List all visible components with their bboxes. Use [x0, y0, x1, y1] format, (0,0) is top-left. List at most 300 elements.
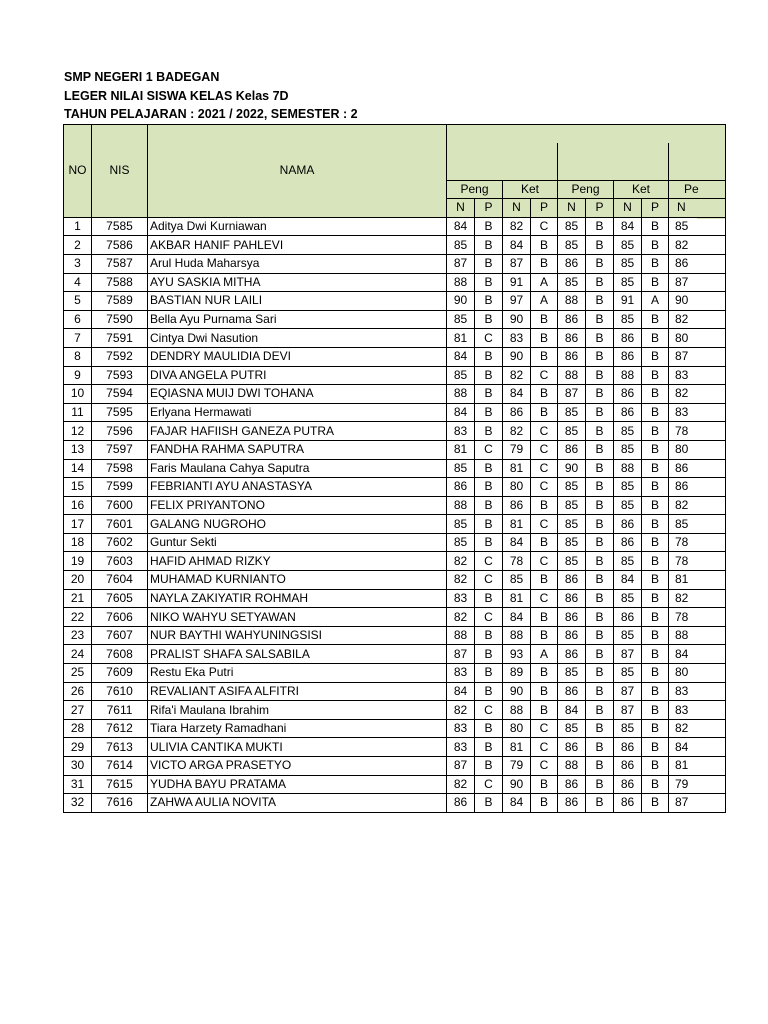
table-row: [64, 701, 726, 720]
cell-nis: 7603: [92, 552, 148, 571]
cell-p: B: [586, 719, 614, 738]
table-row: [64, 329, 726, 348]
cell-n: 85: [614, 496, 642, 515]
cell-n: 85: [614, 589, 642, 608]
cell-n: 87: [669, 347, 726, 366]
cell-no: 17: [64, 515, 92, 534]
cell-n: 83: [669, 701, 726, 720]
cell-p: C: [475, 440, 503, 459]
cell-n: 84: [503, 533, 531, 552]
cell-p: B: [531, 533, 558, 552]
cell-no: 11: [64, 403, 92, 422]
cell-n: 86: [558, 645, 586, 664]
cell-name: Faris Maulana Cahya Saputra: [148, 459, 447, 478]
cell-n: 88: [447, 496, 475, 515]
cell-p: B: [531, 329, 558, 348]
table-row: [64, 403, 726, 422]
cell-no: 13: [64, 440, 92, 459]
cell-n: 84: [447, 682, 475, 701]
cell-n: 80: [669, 440, 726, 459]
cell-name: PRALIST SHAFA SALSABILA: [148, 645, 447, 664]
cell-name: FAJAR HAFIISH GANEZA PUTRA: [148, 422, 447, 441]
cell-p: B: [531, 571, 558, 590]
cell-p: B: [586, 347, 614, 366]
cell-n: 86: [614, 515, 642, 534]
cell-p: B: [475, 347, 503, 366]
cell-p: B: [642, 422, 669, 441]
cell-p: B: [642, 645, 669, 664]
table-row: [64, 310, 726, 329]
cell-n: 86: [558, 310, 586, 329]
table-row: [64, 254, 726, 273]
group-header-ket-1: Ket: [503, 180, 558, 199]
group-header-ket-2: Ket: [614, 180, 669, 199]
table-row: [64, 738, 726, 757]
cell-no: 28: [64, 719, 92, 738]
cell-nis: 7588: [92, 273, 148, 292]
cell-p: B: [642, 403, 669, 422]
cell-n: 86: [503, 403, 531, 422]
cell-p: B: [475, 664, 503, 683]
cell-name: ZAHWA AULIA NOVITA: [148, 794, 447, 813]
cell-p: B: [531, 496, 558, 515]
cell-nis: 7594: [92, 385, 148, 404]
cell-name: Restu Eka Putri: [148, 664, 447, 683]
subject-header-3: [669, 143, 726, 181]
cell-name: AYU SASKIA MITHA: [148, 273, 447, 292]
cell-name: REVALIANT ASIFA ALFITRI: [148, 682, 447, 701]
cell-p: B: [475, 738, 503, 757]
cell-p: B: [586, 310, 614, 329]
cell-name: DENDRY MAULIDIA DEVI: [148, 347, 447, 366]
cell-p: B: [586, 533, 614, 552]
cell-p: B: [642, 738, 669, 757]
cell-p: B: [642, 366, 669, 385]
cell-p: B: [642, 478, 669, 497]
cell-n: 87: [669, 273, 726, 292]
cell-n: 83: [669, 366, 726, 385]
cell-n: 82: [669, 385, 726, 404]
cell-n: 81: [669, 757, 726, 776]
cell-name: BASTIAN NUR LAILI: [148, 292, 447, 311]
cell-n: 85: [558, 403, 586, 422]
cell-n: 81: [503, 589, 531, 608]
table-row: [64, 608, 726, 627]
cell-p: B: [475, 385, 503, 404]
cell-name: Tiara Harzety Ramadhani: [148, 719, 447, 738]
cell-p: B: [475, 682, 503, 701]
school-name: SMP NEGERI 1 BADEGAN: [64, 70, 220, 84]
table-row: [64, 775, 726, 794]
cell-no: 29: [64, 738, 92, 757]
cell-n: 90: [503, 775, 531, 794]
cell-n: 88: [558, 366, 586, 385]
cell-p: C: [531, 422, 558, 441]
cell-p: B: [642, 329, 669, 348]
cell-p: B: [586, 589, 614, 608]
cell-name: AKBAR HANIF PAHLEVI: [148, 236, 447, 255]
cell-p: B: [586, 478, 614, 497]
cell-name: EQIASNA MUIJ DWI TOHANA: [148, 385, 447, 404]
cell-n: 86: [614, 347, 642, 366]
table-row: [64, 533, 726, 552]
table-header: [64, 125, 726, 218]
cell-nis: 7612: [92, 719, 148, 738]
cell-n: 86: [558, 794, 586, 813]
sub-header-n: N: [558, 199, 586, 218]
cell-p: B: [475, 292, 503, 311]
cell-name: HAFID AHMAD RIZKY: [148, 552, 447, 571]
cell-p: B: [586, 459, 614, 478]
cell-p: B: [642, 254, 669, 273]
cell-n: 85: [614, 254, 642, 273]
cell-n: 85: [558, 236, 586, 255]
cell-n: 84: [614, 217, 642, 236]
cell-n: 85: [614, 552, 642, 571]
cell-p: A: [642, 292, 669, 311]
cell-name: NIKO WAHYU SETYAWAN: [148, 608, 447, 627]
cell-name: Guntur Sekti: [148, 533, 447, 552]
cell-n: 85: [447, 515, 475, 534]
cell-n: 88: [503, 626, 531, 645]
cell-n: 91: [503, 273, 531, 292]
cell-nis: 7590: [92, 310, 148, 329]
table-row: [64, 292, 726, 311]
cell-p: C: [531, 738, 558, 757]
cell-n: 97: [503, 292, 531, 311]
cell-n: 85: [558, 552, 586, 571]
cell-n: 85: [558, 515, 586, 534]
table-row: [64, 719, 726, 738]
cell-n: 82: [669, 589, 726, 608]
col-header-nis: NIS: [92, 125, 148, 218]
cell-no: 7: [64, 329, 92, 348]
cell-p: B: [642, 217, 669, 236]
cell-p: C: [531, 478, 558, 497]
cell-no: 10: [64, 385, 92, 404]
cell-n: 86: [614, 329, 642, 348]
cell-nis: 7611: [92, 701, 148, 720]
sub-header-p: P: [475, 199, 503, 218]
cell-n: 91: [614, 292, 642, 311]
cell-n: 79: [669, 775, 726, 794]
sub-header-n: N: [447, 199, 475, 218]
cell-n: 83: [503, 329, 531, 348]
table-row: [64, 273, 726, 292]
cell-p: B: [531, 775, 558, 794]
cell-no: 12: [64, 422, 92, 441]
cell-n: 87: [447, 254, 475, 273]
cell-p: B: [475, 478, 503, 497]
cell-n: 80: [503, 719, 531, 738]
cell-n: 85: [614, 422, 642, 441]
cell-n: 85: [447, 459, 475, 478]
cell-n: 90: [558, 459, 586, 478]
cell-nis: 7593: [92, 366, 148, 385]
subject-group-header: [447, 125, 726, 143]
cell-nis: 7586: [92, 236, 148, 255]
cell-p: B: [586, 552, 614, 571]
cell-n: 90: [669, 292, 726, 311]
cell-n: 82: [669, 719, 726, 738]
cell-n: 86: [614, 794, 642, 813]
cell-no: 9: [64, 366, 92, 385]
cell-nis: 7607: [92, 626, 148, 645]
cell-p: B: [642, 347, 669, 366]
cell-n: 81: [503, 459, 531, 478]
cell-nis: 7609: [92, 664, 148, 683]
cell-n: 78: [669, 608, 726, 627]
cell-n: 81: [447, 440, 475, 459]
cell-p: B: [475, 794, 503, 813]
cell-p: B: [531, 664, 558, 683]
cell-n: 86: [558, 626, 586, 645]
cell-n: 86: [558, 571, 586, 590]
cell-n: 80: [503, 478, 531, 497]
cell-no: 21: [64, 589, 92, 608]
cell-p: B: [642, 273, 669, 292]
cell-n: 90: [503, 347, 531, 366]
cell-p: B: [531, 701, 558, 720]
cell-nis: 7600: [92, 496, 148, 515]
table-row: [64, 236, 726, 255]
cell-n: 88: [558, 292, 586, 311]
cell-p: B: [642, 236, 669, 255]
cell-p: B: [586, 515, 614, 534]
table-row: [64, 496, 726, 515]
cell-name: FEBRIANTI AYU ANASTASYA: [148, 478, 447, 497]
sub-header-p: P: [531, 199, 558, 218]
cell-nis: 7592: [92, 347, 148, 366]
sub-header-n: N: [614, 199, 642, 218]
cell-no: 6: [64, 310, 92, 329]
cell-n: 86: [558, 254, 586, 273]
cell-nis: 7601: [92, 515, 148, 534]
cell-n: 87: [614, 682, 642, 701]
table-row: [64, 589, 726, 608]
cell-n: 85: [447, 236, 475, 255]
cell-name: NUR BAYTHI WAHYUNINGSISI: [148, 626, 447, 645]
cell-n: 86: [614, 403, 642, 422]
cell-name: Erlyana Hermawati: [148, 403, 447, 422]
cell-no: 20: [64, 571, 92, 590]
cell-p: B: [475, 254, 503, 273]
cell-n: 83: [669, 403, 726, 422]
cell-p: B: [586, 236, 614, 255]
cell-p: B: [642, 440, 669, 459]
cell-n: 85: [558, 273, 586, 292]
grade-sheet: [63, 124, 697, 816]
document-header: [64, 68, 358, 124]
cell-p: B: [475, 626, 503, 645]
cell-n: 79: [503, 757, 531, 776]
cell-p: B: [642, 664, 669, 683]
cell-nis: 7616: [92, 794, 148, 813]
cell-n: 86: [558, 608, 586, 627]
cell-n: 87: [447, 757, 475, 776]
cell-p: B: [642, 385, 669, 404]
cell-n: 86: [558, 347, 586, 366]
table-row: [64, 422, 726, 441]
cell-n: 81: [503, 738, 531, 757]
cell-n: 85: [447, 533, 475, 552]
cell-p: C: [531, 757, 558, 776]
cell-no: 32: [64, 794, 92, 813]
cell-p: B: [642, 459, 669, 478]
cell-p: A: [531, 292, 558, 311]
grade-table: [63, 124, 726, 813]
cell-nis: 7595: [92, 403, 148, 422]
cell-n: 89: [503, 664, 531, 683]
cell-p: B: [642, 794, 669, 813]
cell-no: 4: [64, 273, 92, 292]
cell-n: 82: [669, 496, 726, 515]
cell-name: YUDHA BAYU PRATAMA: [148, 775, 447, 794]
cell-p: B: [586, 366, 614, 385]
cell-no: 26: [64, 682, 92, 701]
table-row: [64, 757, 726, 776]
table-row: [64, 626, 726, 645]
cell-p: B: [531, 310, 558, 329]
cell-nis: 7608: [92, 645, 148, 664]
report-title: LEGER NILAI SISWA KELAS Kelas 7D: [64, 88, 289, 103]
cell-n: 83: [447, 422, 475, 441]
cell-p: B: [586, 273, 614, 292]
cell-nis: 7613: [92, 738, 148, 757]
cell-p: B: [642, 775, 669, 794]
cell-n: 84: [669, 645, 726, 664]
cell-n: 85: [614, 719, 642, 738]
table-row: [64, 478, 726, 497]
cell-n: 81: [447, 329, 475, 348]
group-header-peng-2: Peng: [558, 180, 614, 199]
cell-name: Aditya Dwi Kurniawan: [148, 217, 447, 236]
sub-header-n: N: [669, 199, 726, 218]
cell-n: 87: [614, 701, 642, 720]
cell-p: B: [586, 701, 614, 720]
cell-no: 15: [64, 478, 92, 497]
cell-p: B: [642, 682, 669, 701]
cell-p: B: [531, 347, 558, 366]
cell-n: 82: [447, 701, 475, 720]
cell-name: FELIX PRIYANTONO: [148, 496, 447, 515]
cell-p: B: [531, 608, 558, 627]
cell-p: B: [586, 757, 614, 776]
cell-nis: 7604: [92, 571, 148, 590]
academic-year: TAHUN PELAJARAN : 2021 / 2022, SEMESTER : 2: [64, 107, 358, 121]
cell-n: 86: [669, 254, 726, 273]
cell-name: ULIVIA CANTIKA MUKTI: [148, 738, 447, 757]
table-row: [64, 217, 726, 236]
cell-n: 78: [669, 552, 726, 571]
cell-p: C: [475, 775, 503, 794]
cell-n: 86: [669, 478, 726, 497]
cell-n: 85: [558, 533, 586, 552]
cell-n: 80: [669, 664, 726, 683]
cell-p: B: [475, 217, 503, 236]
cell-p: B: [586, 496, 614, 515]
table-row: [64, 682, 726, 701]
cell-n: 82: [447, 571, 475, 590]
cell-name: MUHAMAD KURNIANTO: [148, 571, 447, 590]
group-header-pe-3: Pe: [669, 180, 726, 199]
table-row: [64, 571, 726, 590]
table-body: [64, 217, 726, 812]
cell-p: B: [586, 440, 614, 459]
cell-n: 86: [558, 589, 586, 608]
cell-p: A: [531, 273, 558, 292]
cell-n: 85: [614, 310, 642, 329]
cell-n: 85: [558, 496, 586, 515]
cell-p: C: [475, 701, 503, 720]
table-row: [64, 515, 726, 534]
cell-p: B: [531, 254, 558, 273]
cell-n: 87: [447, 645, 475, 664]
cell-p: C: [475, 571, 503, 590]
cell-p: B: [531, 626, 558, 645]
cell-p: B: [586, 775, 614, 794]
cell-p: C: [531, 589, 558, 608]
cell-p: C: [475, 329, 503, 348]
cell-n: 83: [669, 682, 726, 701]
col-header-nama: NAMA: [148, 125, 447, 218]
cell-n: 86: [503, 496, 531, 515]
cell-p: B: [642, 552, 669, 571]
cell-n: 88: [447, 626, 475, 645]
cell-no: 27: [64, 701, 92, 720]
cell-p: B: [586, 794, 614, 813]
cell-n: 86: [669, 459, 726, 478]
cell-no: 2: [64, 236, 92, 255]
cell-p: B: [642, 310, 669, 329]
cell-n: 85: [614, 236, 642, 255]
cell-n: 86: [614, 608, 642, 627]
cell-p: B: [586, 385, 614, 404]
cell-n: 88: [447, 385, 475, 404]
cell-n: 87: [614, 645, 642, 664]
cell-p: B: [475, 496, 503, 515]
cell-p: C: [475, 608, 503, 627]
cell-p: C: [531, 217, 558, 236]
sub-header-n: N: [503, 199, 531, 218]
cell-p: B: [586, 217, 614, 236]
cell-p: B: [475, 757, 503, 776]
cell-no: 16: [64, 496, 92, 515]
cell-p: B: [586, 664, 614, 683]
cell-n: 85: [614, 478, 642, 497]
subject-header-2: [558, 143, 669, 181]
cell-p: B: [642, 701, 669, 720]
cell-nis: 7589: [92, 292, 148, 311]
cell-no: 8: [64, 347, 92, 366]
cell-n: 83: [447, 719, 475, 738]
cell-n: 93: [503, 645, 531, 664]
cell-n: 84: [503, 794, 531, 813]
cell-name: Arul Huda Maharsya: [148, 254, 447, 273]
cell-p: B: [475, 645, 503, 664]
cell-no: 25: [64, 664, 92, 683]
cell-p: B: [475, 515, 503, 534]
cell-p: B: [642, 533, 669, 552]
cell-p: B: [531, 682, 558, 701]
cell-n: 88: [614, 459, 642, 478]
cell-n: 82: [503, 217, 531, 236]
table-row: [64, 459, 726, 478]
cell-n: 85: [614, 440, 642, 459]
cell-n: 85: [558, 664, 586, 683]
cell-nis: 7602: [92, 533, 148, 552]
cell-n: 83: [447, 664, 475, 683]
